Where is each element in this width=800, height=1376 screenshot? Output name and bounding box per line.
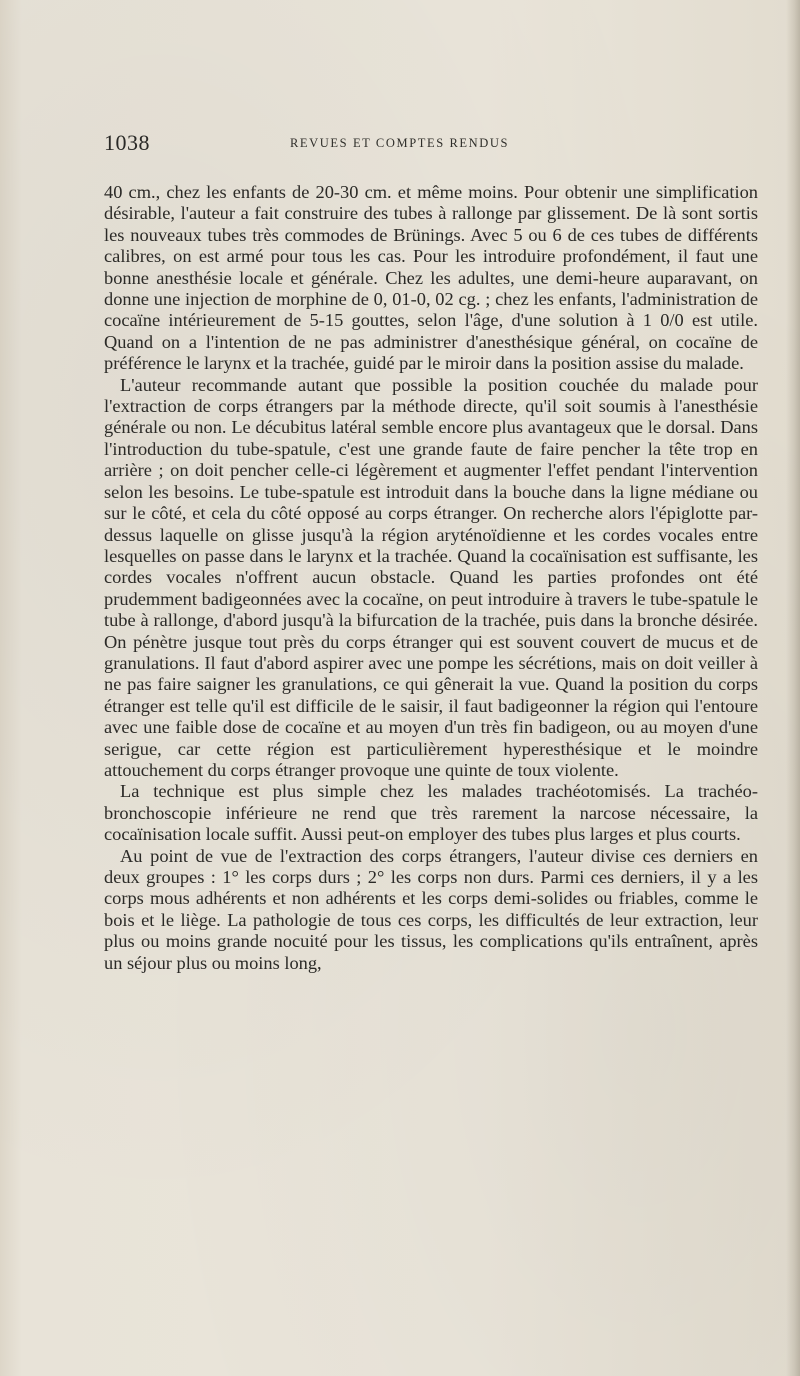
running-head: REVUES ET COMPTES RENDUS <box>290 136 510 150</box>
page-header <box>104 130 754 160</box>
paragraph-3: La technique est plus simple chez les malades trachéotomisés. La trachéo-bronchoscopie inférieure ne rend que très rarement la narcose nécessaire, la cocaïnisation locale suffit. Aussi peut-on employer des tubes plus larges et plus courts. <box>104 781 758 845</box>
paragraph-2: L'auteur recommande autant que possible la position couchée du malade pour l'extraction de corps étrangers par la méthode directe, qu'il soit soumis à l'anesthésie générale ou non. Le décubitus latéral semble encore plus avantageux que le dorsal. Dans l'introduction du tube-spatule, c'est une grande faute de faire pencher la tête trop en arrière ; on doit pencher celle-ci légèrement et augmenter l'effet pendant l'intervention selon les besoins. Le tube-spatule est introduit dans la bouche dans la ligne médiane ou sur le côté, et cela du côté opposé au corps étranger. On recherche alors l'épiglotte par-dessus laquelle on glisse jusqu'à la région aryténoïdienne et les cordes vocales entre lesquelles on passe dans le larynx et la trachée. Quand la cocaïnisation est suffisante, les cordes vocales n'offrent aucun obstacle. Quand les parties profondes ont été prudemment badigeonnées avec la cocaïne, on peut introduire à travers le tube-spatule le tube à rallonge, d'abord jusqu'à la bifurcation de la trachée, puis dans la bronche désirée. On pénètre jusque tout près du corps étranger qui est souvent couvert de mucus et de granulations. Il faut d'abord aspirer avec une pompe les sécrétions, mais on doit veiller à ne pas faire saigner les granulations, ce qui gênerait la vue. Quand la position du corps étranger est telle qu'il est difficile de le saisir, il faut badigeonner la région qui l'entoure avec une faible dose de cocaïne et au moyen d'un très fin badigeon, ou au moyen d'une serigue, car cette région est particulièrement hyperesthésique et le moindre attouchement du corps étranger provoque une quinte de toux violente. <box>104 374 758 780</box>
body-text <box>104 182 758 974</box>
page-number: 1038 <box>104 130 150 155</box>
page-edge-shadow <box>786 0 800 1376</box>
paragraph-1: 40 cm., chez les enfants de 20-30 cm. et même moins. Pour obtenir une simplification désirable, l'auteur a fait construire des tubes à rallonge par glissement. De là sont sortis les nouveaux tubes très commodes de Brünings. Avec 5 ou 6 de ces tubes de différents calibres, on est armé pour tous les cas. Pour les introduire profondément, il faut une bonne anesthésie locale et générale. Chez les adultes, une demi-heure auparavant, on donne une injection de morphine de 0, 01-0, 02 cg. ; chez les enfants, l'administration de cocaïne intérieurement de 5-15 gouttes, selon l'âge, d'une solution à 1 0/0 est utile. Quand on a l'intention de ne pas administrer d'anesthésique général, on cocaïne de préférence le larynx et la trachée, guidé par le miroir dans la position assise du malade. <box>104 182 758 374</box>
paragraph-4: Au point de vue de l'extraction des corps étrangers, l'auteur divise ces derniers en deux groupes : 1° les corps durs ; 2° les corps non durs. Parmi ces derniers, il y a les corps mous adhérents et non adhérents et les corps demi-solides ou friables, comme le bois et le liège. La pathologie de tous ces corps, les difficultés de leur extraction, leur plus ou moins grande nocuité pour les tissus, les complications qu'ils entraînent, après un séjour plus ou moins long, <box>104 845 758 973</box>
